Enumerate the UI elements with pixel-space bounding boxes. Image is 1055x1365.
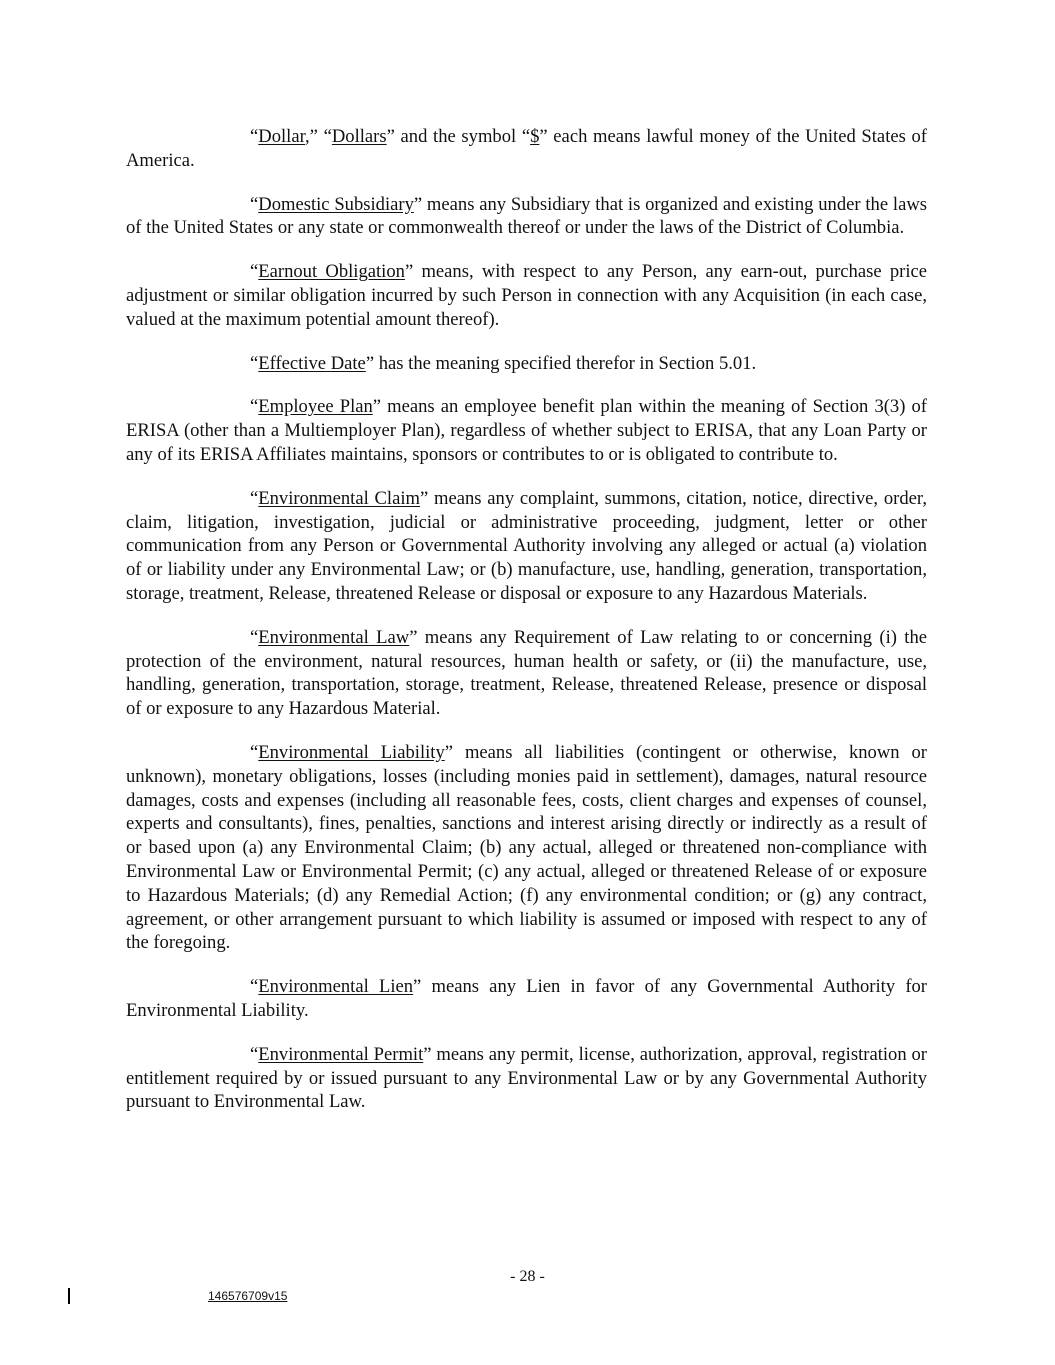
definition-environmental-claim (126, 487, 927, 606)
definition-text: ” means any complaint, summons, citation, notice, directive, order, claim, litigation, investigation, judicial or administrative proceeding, judgment, letter or other communication from any Person or Governmental Authority involving any alleged or actual (a) violation of or liability under any Environmental Law; or (b) manufacture, use, handling, generation, transportation, storage, treatment, Release, threatened Release or disposal or exposure to any Hazardous Materials. (126, 487, 927, 604)
quote-open: “ (250, 396, 259, 418)
quote-open: “ (250, 487, 259, 509)
defined-term: $ (530, 126, 540, 147)
quote-open: “ (250, 352, 259, 374)
definition-text: ” means any Requirement of Law relating to or concerning (i) the protection of the environment, natural resources, human health or safety, or (ii) the manufacture, use, handling, generation, transportation, storage, treatment, Release, threatened Release, presence or disposal of or exposure to any Hazardous Material. (126, 626, 928, 720)
definition-text: ” means any Lien in favor of any Governmental Authority for Environmental Liability. (126, 976, 927, 1021)
defined-term: Domestic Subsidiary (258, 193, 414, 215)
definition-environmental-liability (126, 741, 927, 955)
definition-environmental-lien (126, 975, 927, 1023)
definition-environmental-law (126, 626, 927, 721)
defined-term: Environmental Permit (258, 1043, 424, 1065)
definition-domestic-subsidiary (126, 193, 927, 241)
defined-term: Earnout Obligation (258, 261, 405, 283)
document-id: 146576709v15 (208, 1289, 288, 1303)
document-body (126, 125, 927, 1134)
defined-term: Employee Plan (258, 396, 373, 418)
definition-dollar (126, 125, 927, 173)
defined-term: Environmental Law (258, 626, 410, 648)
definition-environmental-permit (126, 1043, 927, 1114)
quote-open: “ (250, 741, 259, 763)
definition-text: ” and the symbol “ (386, 126, 531, 147)
definition-text: ” each means lawful money of the United States of America. (126, 126, 927, 171)
definition-text: ” has the meaning specified therefor in Section 5.01. (365, 352, 757, 374)
quote-open: “ (250, 1043, 259, 1065)
definition-text: ” means any permit, license, authorization, approval, registration or entitlement required by or issued pursuant to any Environmental Law or by any Governmental Authority pursuant to Environmental Law. (126, 1043, 927, 1113)
quote-open: “ (250, 261, 259, 283)
quote-open: “ (250, 976, 259, 998)
defined-term: Environmental Liability (258, 741, 445, 763)
definition-effective-date (126, 352, 927, 376)
quote-open: “ (250, 626, 259, 648)
defined-term: Dollar (258, 126, 306, 147)
revision-bar (68, 1288, 70, 1304)
page-number: - 28 - (510, 1268, 545, 1285)
defined-term: Environmental Claim (258, 487, 420, 509)
definition-text: ,” “ (305, 126, 332, 147)
defined-term: Effective Date (258, 352, 366, 374)
definition-text: ” means any Subsidiary that is organized and existing under the laws of the United States or any state or commonwealth thereof or under the laws of the District of Columbia. (126, 193, 927, 239)
definition-text: ” means all liabilities (contingent or otherwise, known or unknown), monetary obligations, losses (including monies paid in settlement), damages, natural resource damages, costs and expenses (including all reasonable fees, costs, client charges and expenses of counsel, experts and consultants), fines, penalties, sanctions and interest arising directly or indirectly as a result of or based upon (a) any Environmental Claim; (b) any actual, alleged or threatened non-compliance with Environmental Law or Environmental Permit; (c) any actual, alleged or threatened Release of or exposure to Hazardous Materials; (d) any Remedial Action; (f) any environmental condition; or (g) any contract, agreement, or other arrangement pursuant to which liability is assumed or imposed with respect to any of the foregoing. (126, 741, 928, 954)
quote-open: “ (250, 193, 259, 215)
quote-open: “ (250, 126, 259, 147)
definition-text: ” means, with respect to any Person, any earn-out, purchase price adjustment or similar obligation incurred by such Person in connection with any Acquisition (in each case, valued at the maximum potential amount thereof). (126, 261, 928, 330)
defined-term: Dollars (331, 126, 387, 147)
definition-earnout-obligation (126, 260, 927, 331)
definition-text: ” means an employee benefit plan within the meaning of Section 3(3) of ERISA (other than a Multiemployer Plan), regardless of whether subject to ERISA, that any Loan Party or any of its ERISA Affiliates maintains, sponsors or contributes to or is obligated to contribute to. (126, 396, 927, 465)
defined-term: Environmental Lien (258, 976, 414, 998)
definition-employee-plan (126, 395, 927, 466)
